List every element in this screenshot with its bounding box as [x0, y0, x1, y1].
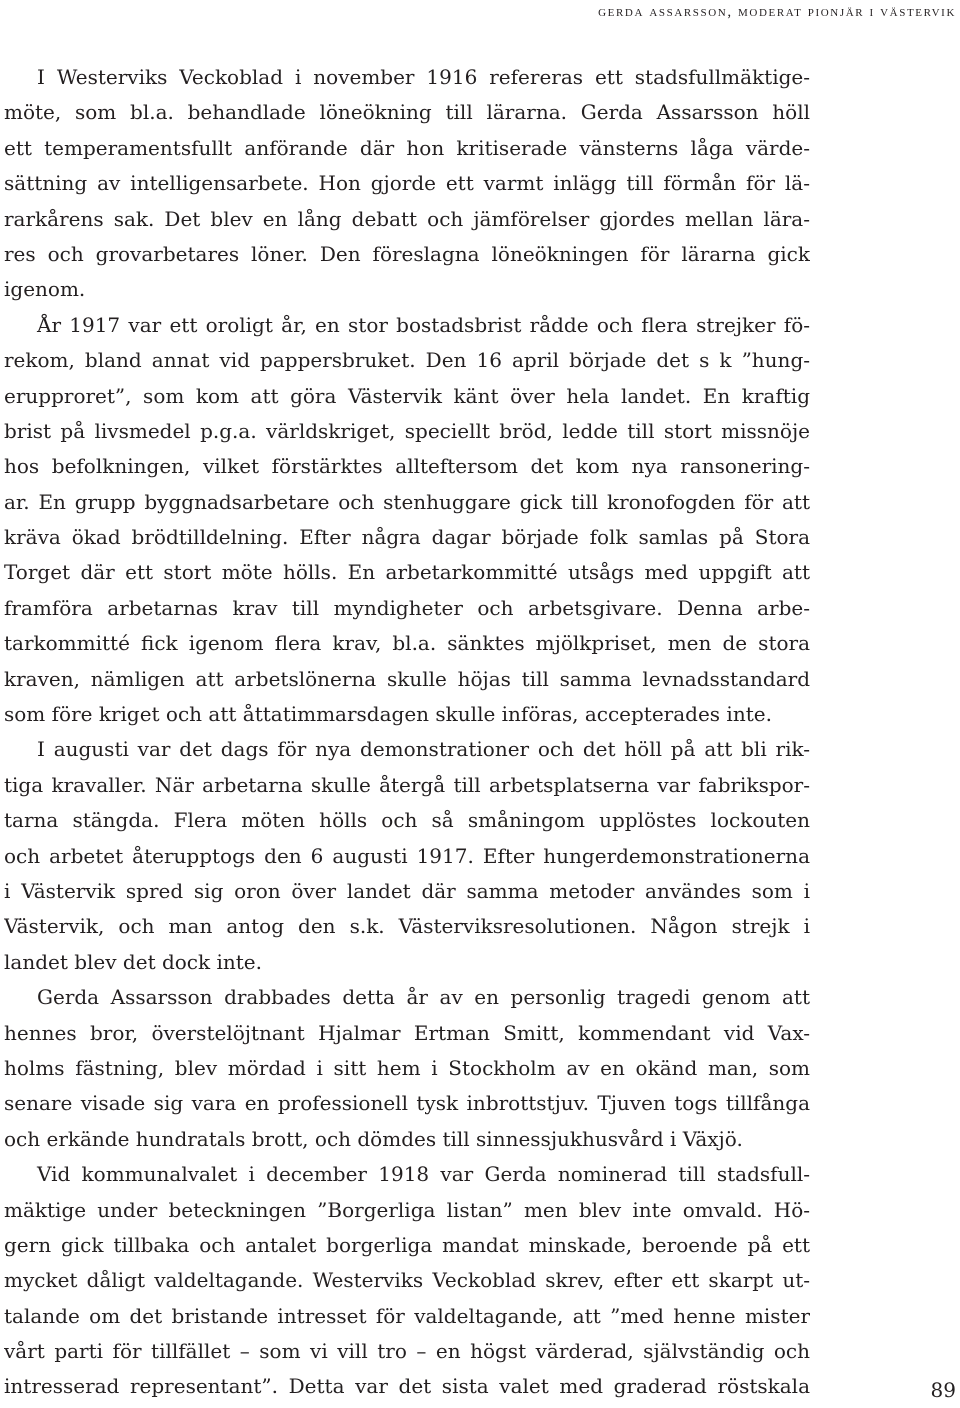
paragraph [4, 732, 810, 980]
text-line: tarna stängda. Flera möten hölls och så småningom upplöstes lockouten [4, 808, 810, 833]
text-line: holms fästning, blev mördad i sitt hem i Stockholm av en okänd man, som [4, 1055, 810, 1080]
text-line: gern gick tillbaka och antalet borgerliga mandat minskade, beroende på ett [4, 1232, 810, 1257]
text-line: mycket dåligt valdeltagande. Westerviks Veckoblad skrev, efter ett skarpt ut- [4, 1268, 810, 1293]
text-line: hennes bror, överstelöjtnant Hjalmar Ertman Smitt, kommendant vid Vax- [4, 1020, 810, 1045]
text-line: Vid kommunalvalet i december 1918 var Gerda nominerad till stadsfull- [37, 1162, 810, 1187]
text-line: vårt parti för tillfället – som vi vill tro – en högst värderad, självständig och [4, 1339, 810, 1364]
text-line: och erkände hundratals brott, och dömdes till sinnessjukhusvård i Växjö. [4, 1126, 743, 1151]
text-line: brist på livsmedel p.g.a. världskriget, speciellt bröd, ledde till stort missnöje [4, 418, 810, 443]
text-line: Västervik, och man antog den s.k. Västerviksresolutionen. Någon strejk i [4, 914, 810, 939]
text-line: som före kriget och att åttatimmarsdagen skulle införas, accepterades inte. [4, 702, 772, 727]
text-line: ett temperamentsfullt anförande där hon kritiserade vänsterns låga värde- [4, 135, 810, 160]
text-line: I augusti var det dags för nya demonstrationer och det höll på att bli rik- [37, 737, 810, 762]
page-number: 89 [930, 1378, 956, 1402]
text-line: framföra arbetarnas krav till myndigheter och arbetsgivare. Denna arbe- [4, 595, 810, 620]
text-line: ar. En grupp byggnadsarbetare och stenhuggare gick till kronofogden för att [4, 489, 810, 514]
text-line: tarkommitté fick igenom flera krav, bl.a. sänktes mjölkpriset, men de stora [4, 631, 810, 656]
running-head: gerda assarsson, moderat pionjär i västervik [598, 4, 956, 20]
text-line: kräva ökad brödtilldelning. Efter några dagar började folk samlas på Stora [4, 525, 810, 550]
text-line: mäktige under beteckningen ”Borgerliga listan” men blev inte omvald. Hö- [4, 1197, 810, 1222]
text-line: tiga kravaller. När arbetarna skulle återgå till arbetsplatserna var fabrikspor- [4, 772, 810, 797]
text-line: i Västervik spred sig oron över landet där samma metoder användes som i [4, 878, 810, 903]
body-text [4, 60, 810, 1405]
text-line: och arbetet återupptogs den 6 augusti 1917. Efter hungerdemonstrationerna [4, 843, 810, 868]
text-line: sättning av intelligensarbete. Hon gjorde ett varmt inlägg till förmån för lä- [4, 171, 810, 196]
text-line: Gerda Assarsson drabbades detta år av en personlig tragedi genom att [37, 985, 810, 1010]
text-line: talande om det bristande intresset för valdeltagande, att ”med henne mister [4, 1303, 810, 1328]
text-line: intresserad representant”. Detta var det sista valet med graderad röstskala [4, 1374, 810, 1399]
text-line: landet blev det dock inte. [4, 949, 262, 974]
text-line: rarkårens sak. Det blev en lång debatt och jämförelser gjordes mellan lära- [4, 206, 810, 231]
paragraph [4, 1157, 810, 1405]
text-line: Torget där ett stort möte hölls. En arbetarkommitté utsågs med uppgift att [4, 560, 810, 585]
text-line: kraven, nämligen att arbetslönerna skulle höjas till samma levnadsstandard [4, 666, 810, 691]
text-line: hos befolkningen, vilket förstärktes allteftersom det kom nya ransonering- [4, 454, 810, 479]
text-line: I Westerviks Veckoblad i november 1916 refereras ett stadsfullmäktige- [37, 65, 810, 89]
paragraph [4, 980, 810, 1157]
text-line: rekom, bland annat vid pappersbruket. Den 16 april började det s k ”hung- [4, 348, 810, 373]
text-line: möte, som bl.a. behandlade löneökning till lärarna. Gerda Assarsson höll [4, 100, 810, 125]
paragraph [4, 308, 810, 733]
text-line: res och grovarbetares löner. Den föreslagna löneökningen för lärarna gick [4, 241, 810, 266]
paragraph [4, 60, 810, 308]
text-line: igenom. [4, 277, 86, 302]
text-line: År 1917 var ett oroligt år, en stor bostadsbrist rådde och flera strejker fö- [37, 312, 810, 337]
text-line: erupproret”, som kom att göra Västervik känt över hela landet. En kraftig [4, 383, 810, 408]
text-line: senare visade sig vara en professionell tysk inbrottstjuv. Tjuven togs tillfånga [4, 1091, 810, 1116]
